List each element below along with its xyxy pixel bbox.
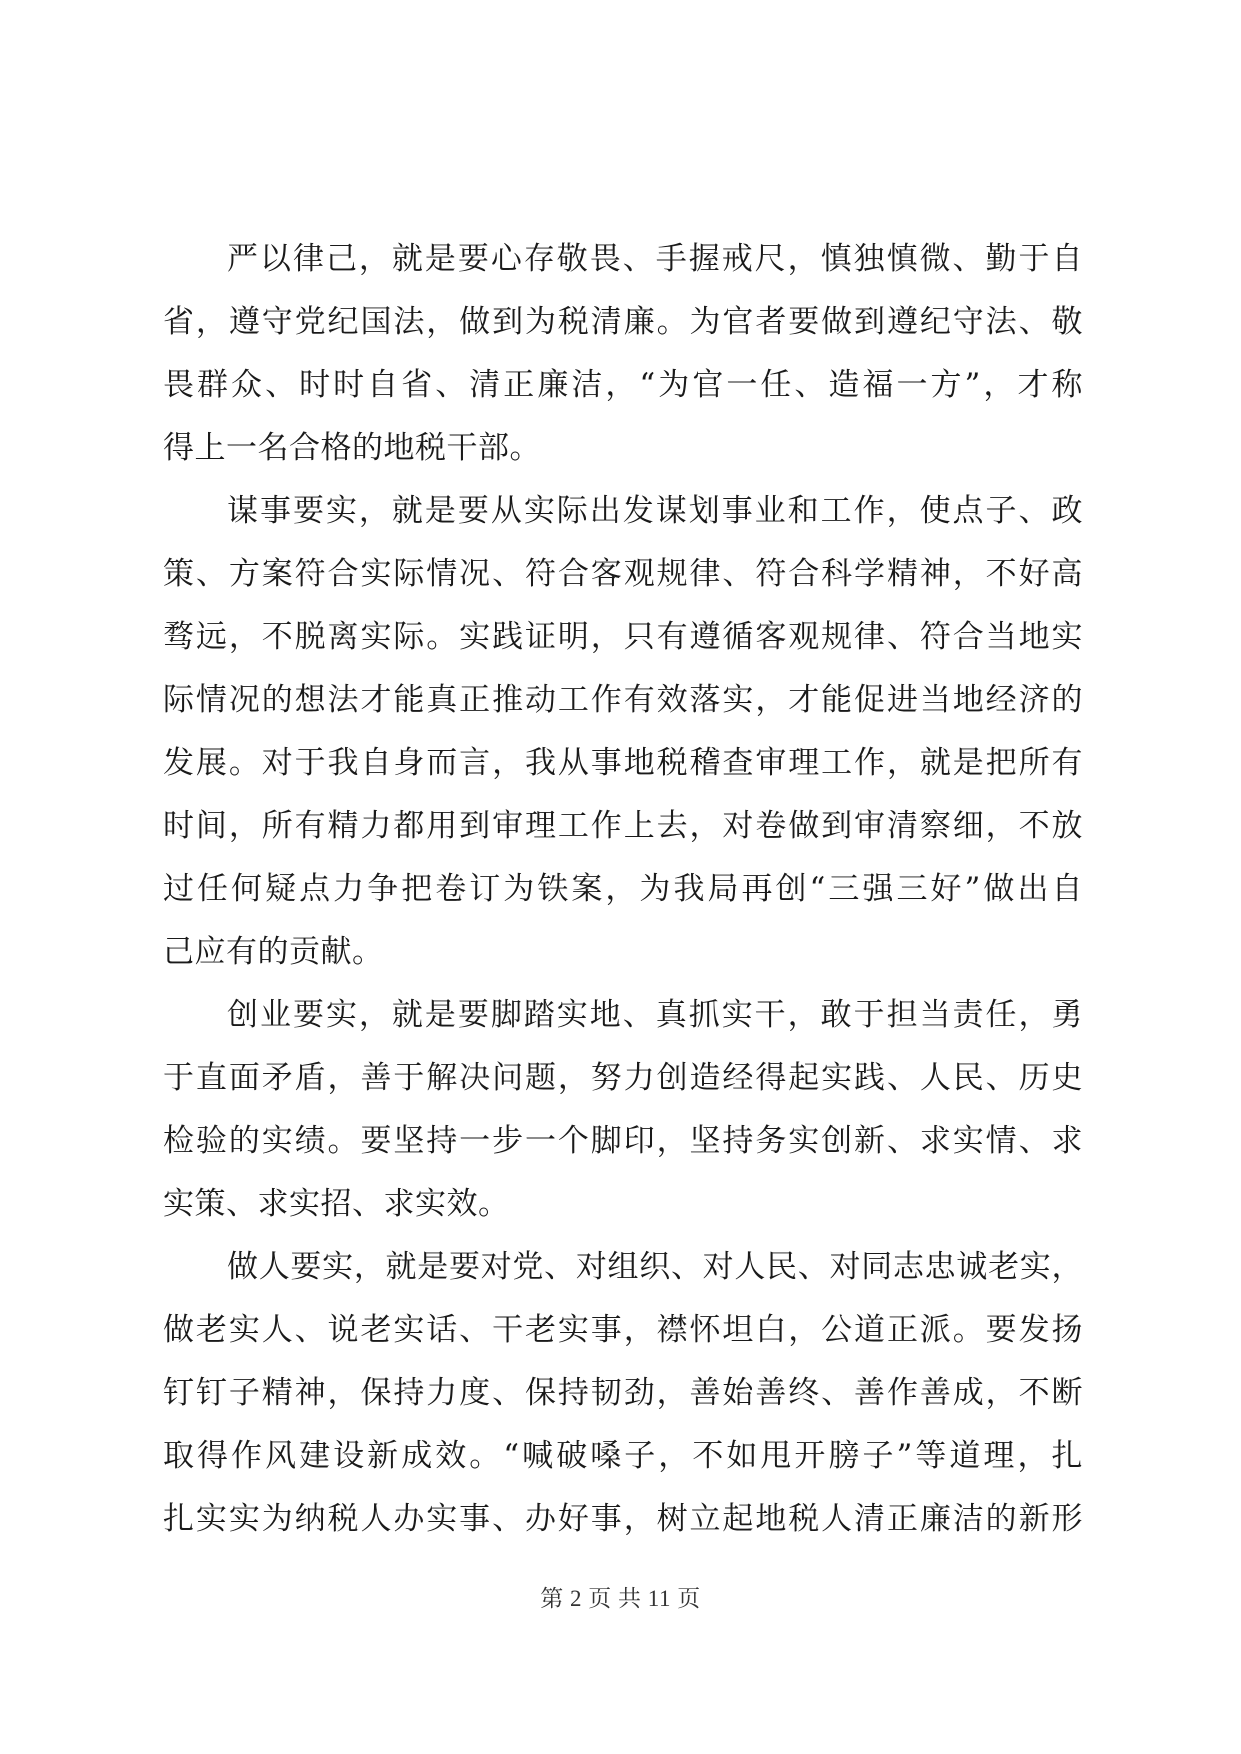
- text-line: 己应有的贡献。: [163, 934, 384, 970]
- paragraph-strict-self-discipline: [163, 228, 1083, 480]
- text-line: 际情况的想法才能真正推动工作有效落实，才能促进当地经济的: [163, 682, 1083, 718]
- paragraph-practical-conduct: [163, 1236, 1083, 1551]
- text-line: 得上一名合格的地税干部。: [163, 430, 541, 466]
- text-line: 实策、求实招、求实效。: [163, 1186, 510, 1222]
- text-line: 发展。对于我自身而言，我从事地税稽查审理工作，就是把所有: [163, 745, 1083, 781]
- text-line: 策、方案符合实际情况、符合客观规律、符合科学精神，不好高: [163, 556, 1083, 592]
- text-line: 扎实实为纳税人办实事、办好事，树立起地税人清正廉洁的新形: [163, 1501, 1083, 1537]
- text-line: 于直面矛盾，善于解决问题，努力创造经得起实践、人民、历史: [163, 1060, 1083, 1096]
- text-line: 做老实人、说老实话、干老实事，襟怀坦白，公道正派。要发扬: [163, 1312, 1083, 1348]
- text-line: 严以律己，就是要心存敬畏、手握戒尺，慎独慎微、勤于自: [227, 241, 1083, 277]
- paragraph-practical-planning: [163, 480, 1083, 984]
- text-line: 过任何疑点力争把卷订为铁案，为我局再创“三强三好”做出自: [163, 871, 1083, 907]
- document-body: [163, 228, 1083, 1551]
- paragraph-practical-enterprise: [163, 984, 1083, 1236]
- text-line: 创业要实，就是要脚踏实地、真抓实干，敢于担当责任，勇: [227, 997, 1083, 1033]
- text-line: 骛远，不脱离实际。实践证明，只有遵循客观规律、符合当地实: [163, 619, 1083, 655]
- text-line: 时间，所有精力都用到审理工作上去，对卷做到审清察细，不放: [163, 808, 1083, 844]
- text-line: 谋事要实，就是要从实际出发谋划事业和工作，使点子、政: [227, 493, 1083, 529]
- text-line: 检验的实绩。要坚持一步一个脚印，坚持务实创新、求实情、求: [163, 1123, 1083, 1159]
- page-number-footer: 第 2 页 共 11 页: [540, 1586, 701, 1611]
- text-line: 省，遵守党纪国法，做到为税清廉。为官者要做到遵纪守法、敬: [163, 304, 1083, 340]
- text-line: 畏群众、时时自省、清正廉洁，“为官一任、造福一方”，才称: [163, 367, 1083, 403]
- text-line: 取得作风建设新成效。“喊破嗓子，不如甩开膀子”等道理，扎: [163, 1438, 1083, 1474]
- text-line: 做人要实，就是要对党、对组织、对人民、对同志忠诚老实，: [227, 1249, 1083, 1285]
- text-line: 钉钉子精神，保持力度、保持韧劲，善始善终、善作善成，不断: [163, 1375, 1083, 1411]
